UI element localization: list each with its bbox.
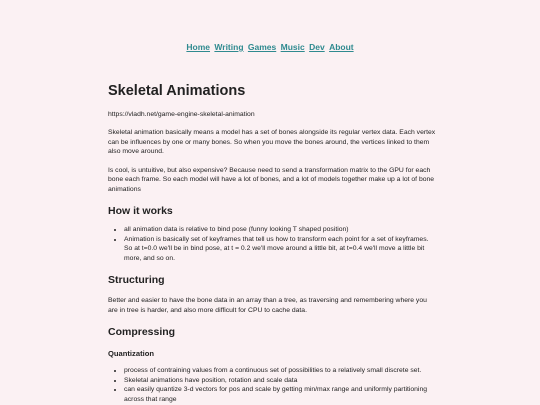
nav-link-writing[interactable]: Writing xyxy=(214,42,244,52)
nav-link-about[interactable]: About xyxy=(329,42,354,52)
article xyxy=(108,82,438,404)
list-item: • process of contraining values from a continuous set of possibilities to a relatively small discrete set. xyxy=(124,366,438,376)
page-title: Skeletal Animations xyxy=(108,83,246,99)
list-item: • can easily quantize 3-d vectors for pos and scale by getting min/max range and uniformly partitioning across that range xyxy=(124,385,438,404)
list-item: • Skeletal animations have position, rotation and scale data xyxy=(124,376,438,386)
list-item: • all animation data is relative to bind pose (funny looking T shaped position) xyxy=(124,225,438,235)
intro-paragraph-1: Skeletal animation basically means a model has a set of bones alongside its regular vertex data. Each vertex can be influences by one or many bones. So when you move the bones around, the vertices linked to them also move around. xyxy=(108,129,436,155)
section-heading-compressing: Compressing xyxy=(108,326,176,338)
top-nav xyxy=(0,41,540,53)
nav-link-games[interactable]: Games xyxy=(247,42,277,52)
quantization-list xyxy=(108,366,438,404)
section-heading-how-it-works: How it works xyxy=(108,205,173,217)
intro-paragraph-2: Is cool, is untuitive, but also expensive? Because need to send a transformation matrix to the GPU for each bone each frame. So each model will have a lot of bones, and a lot of models together make up a lot of bone animations xyxy=(108,166,435,193)
nav-link-music[interactable]: Music xyxy=(280,42,305,52)
section-heading-structuring: Structuring xyxy=(108,274,165,286)
article-url: https://vladh.net/game-engine-skeletal-animation xyxy=(108,111,255,118)
list-item: • Animation is basically set of keyframes that tell us how to transform each point for a set of keyframes. So at t=0.0 we'll be in bind pose, at t = 0.2 we'll move around a little bit, at t=0.4 we'll move a little bit more, and so on. xyxy=(124,235,438,264)
structuring-paragraph: Better and easier to have the bone data in an array than a tree, as traversing and remembering where you are in tree is harder, and also more difficult for CPU to cache data. xyxy=(108,297,427,314)
how-it-works-list xyxy=(108,225,438,263)
nav-link-home[interactable]: Home xyxy=(186,42,211,52)
subheading-quantization: Quantization xyxy=(108,349,154,358)
nav-link-dev[interactable]: Dev xyxy=(309,42,325,52)
